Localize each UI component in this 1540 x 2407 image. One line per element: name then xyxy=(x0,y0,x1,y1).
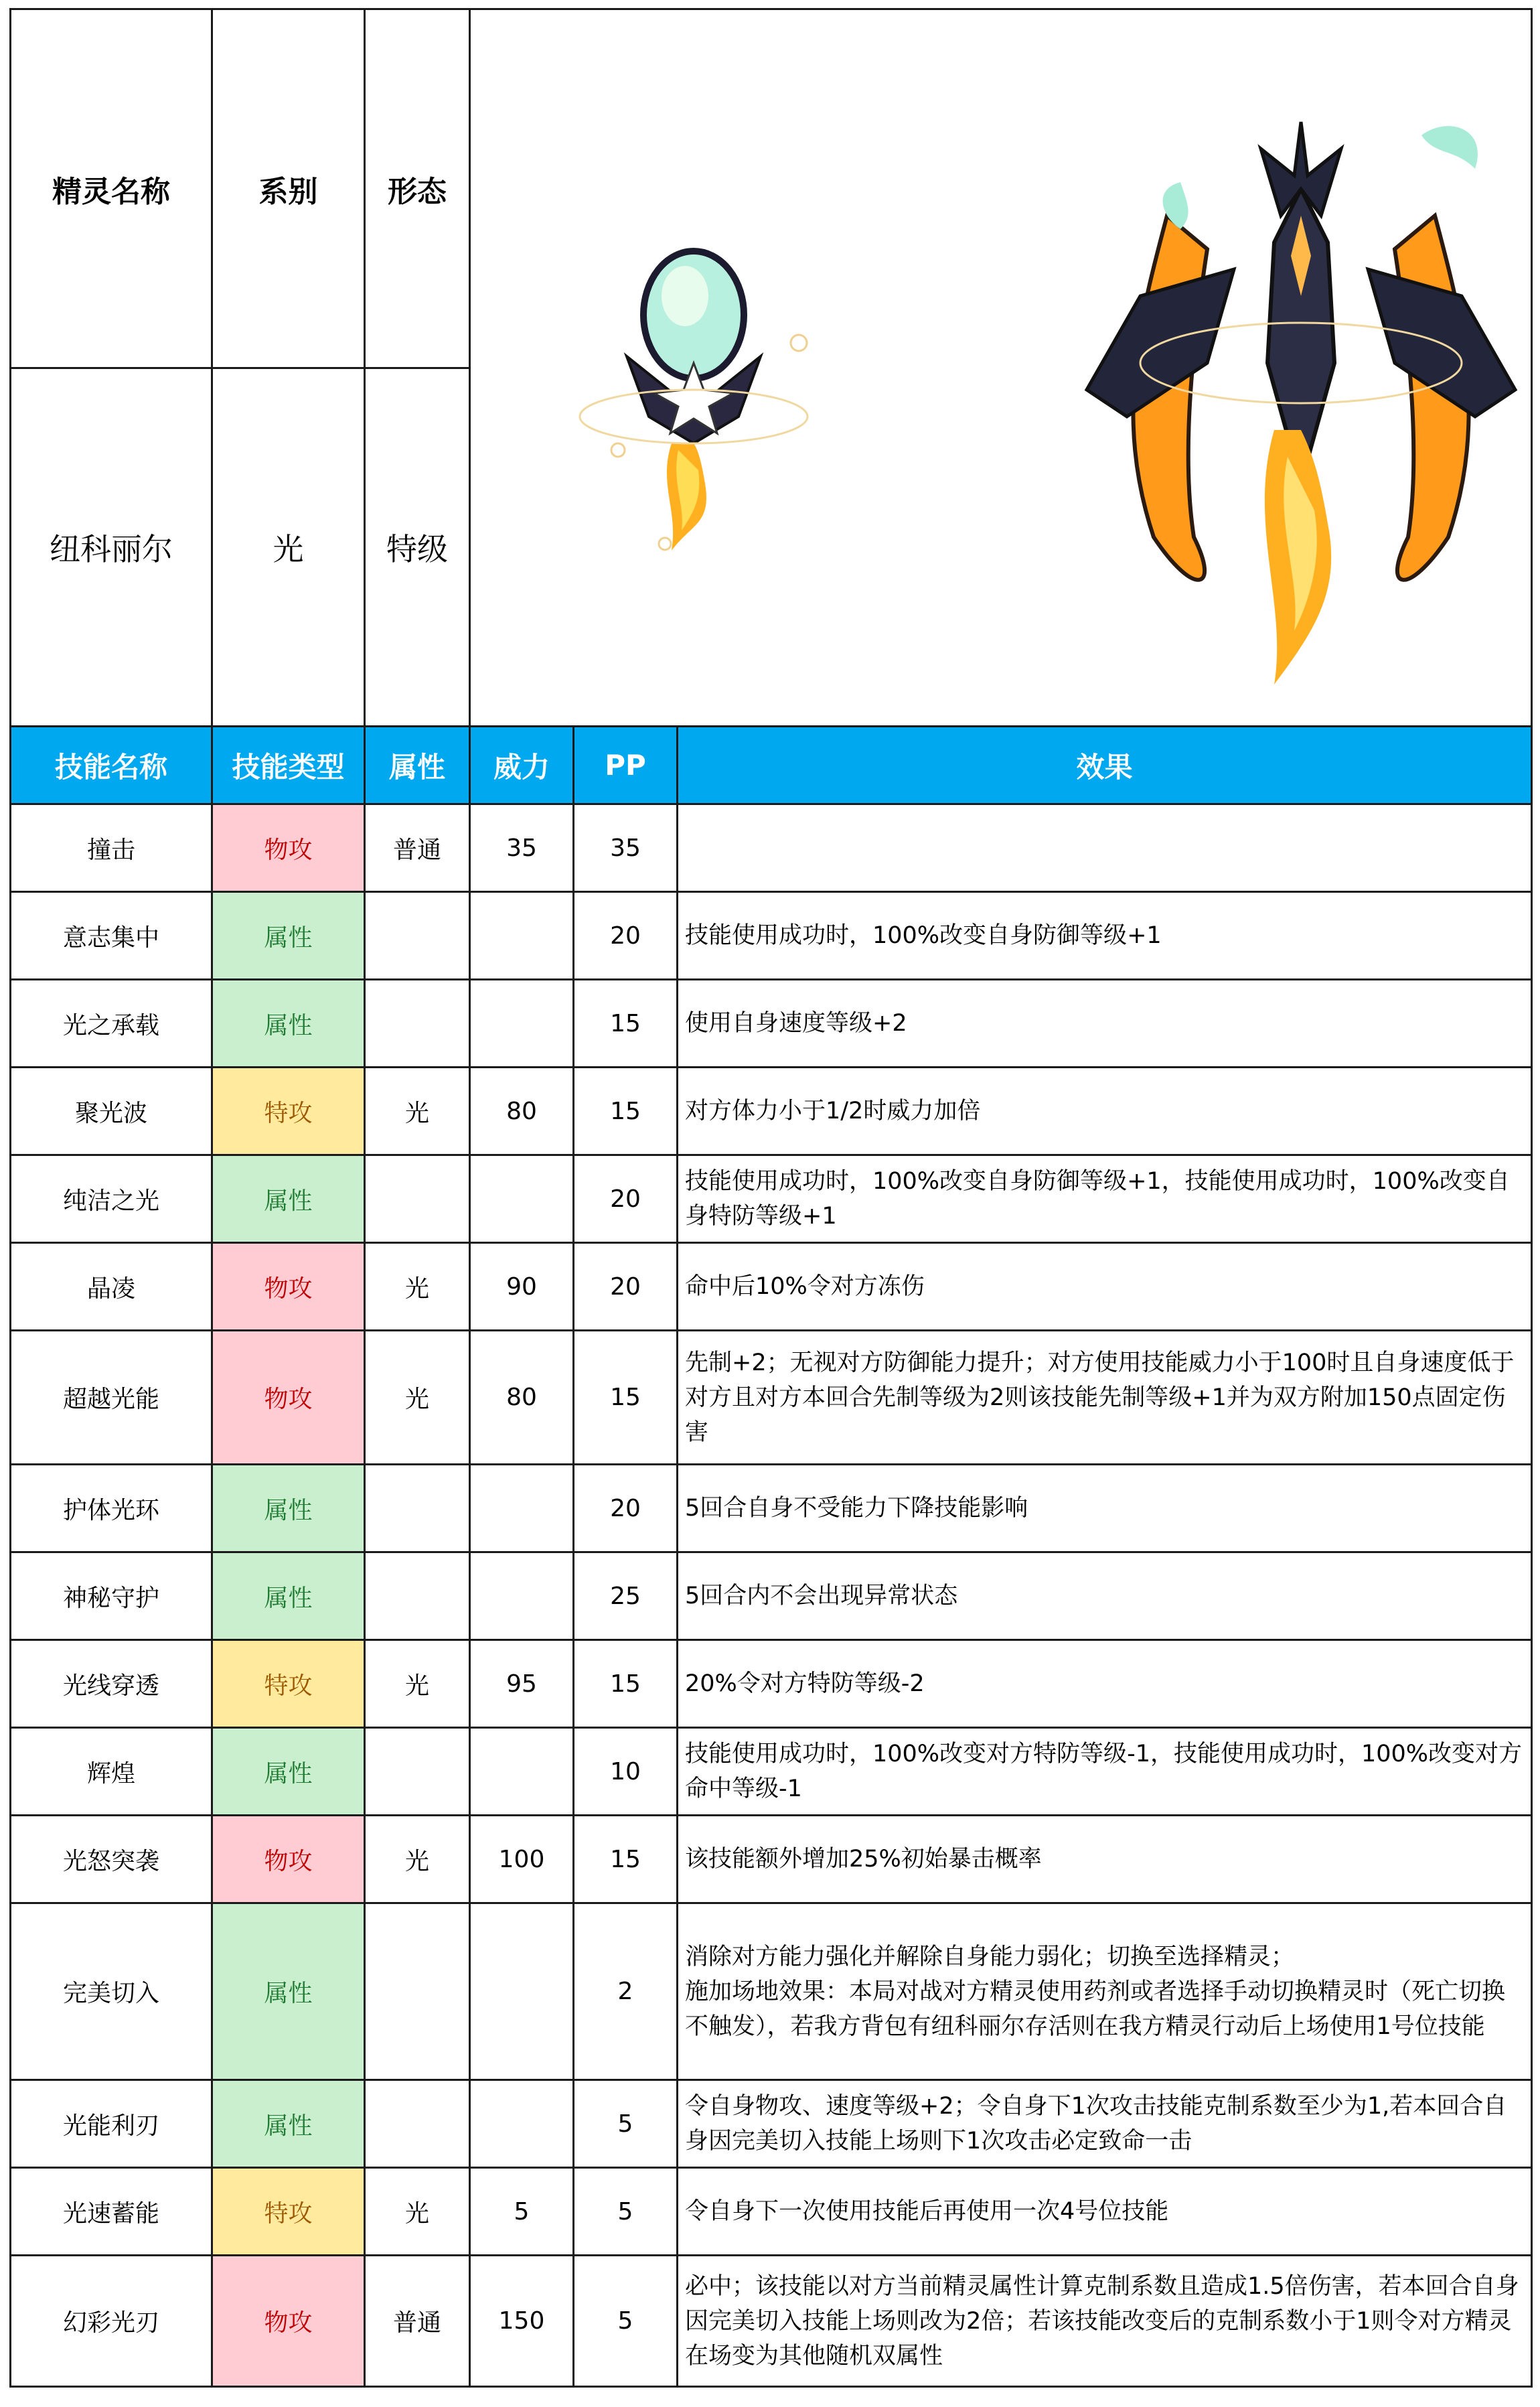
skill-name: 光怒突袭 xyxy=(11,1816,212,1903)
skill-pp: 5 xyxy=(574,2168,678,2256)
spirit-table xyxy=(9,8,1533,2388)
skill-name: 光速蓄能 xyxy=(11,2168,212,2256)
skill-power: 80 xyxy=(470,1331,574,1465)
skill-effect: 令自身下一次使用技能后再使用一次4号位技能 xyxy=(678,2168,1532,2256)
skill-kind-badge: 物攻 xyxy=(212,1816,365,1903)
skill-row xyxy=(11,804,1532,892)
skill-kind-badge: 属性 xyxy=(212,892,365,980)
skill-effect: 命中后10%令对方冻伤 xyxy=(678,1243,1532,1331)
skill-effect: 5回合自身不受能力下降技能影响 xyxy=(678,1465,1532,1552)
skill-effect: 技能使用成功时，100%改变自身防御等级+1，技能使用成功时，100%改变自身特防等级+1 xyxy=(678,1155,1532,1243)
skill-power: 5 xyxy=(470,2168,574,2256)
col-skill-kind: 技能类型 xyxy=(212,727,365,804)
skill-attr xyxy=(365,980,470,1068)
skill-power xyxy=(470,1728,574,1816)
skill-attr: 光 xyxy=(365,1816,470,1903)
skill-row xyxy=(11,1068,1532,1155)
skill-effect: 对方体力小于1/2时威力加倍 xyxy=(678,1068,1532,1155)
skill-row xyxy=(11,2168,1532,2256)
spirit-artwork-cell xyxy=(470,9,1532,727)
skill-effect xyxy=(678,804,1532,892)
spirit-name: 纽科丽尔 xyxy=(11,368,212,727)
skill-pp: 5 xyxy=(574,2256,678,2387)
skill-pp: 15 xyxy=(574,980,678,1068)
skill-attr xyxy=(365,1465,470,1552)
skill-attr: 光 xyxy=(365,1640,470,1728)
skill-pp: 35 xyxy=(574,804,678,892)
skill-attr: 光 xyxy=(365,2168,470,2256)
skill-effect: 20%令对方特防等级-2 xyxy=(678,1640,1532,1728)
skill-kind-badge: 属性 xyxy=(212,980,365,1068)
skill-list xyxy=(11,804,1532,2387)
skill-attr: 普通 xyxy=(365,804,470,892)
skill-power: 95 xyxy=(470,1640,574,1728)
skill-row xyxy=(11,1465,1532,1552)
skill-row xyxy=(11,980,1532,1068)
skill-power: 150 xyxy=(470,2256,574,2387)
skill-effect: 令自身物攻、速度等级+2；令自身下1次攻击技能克制系数至少为1,若本回合自身因完美切入技能上场则下1次攻击必定致命一击 xyxy=(678,2080,1532,2168)
skill-row xyxy=(11,892,1532,980)
skill-pp: 2 xyxy=(574,1903,678,2080)
skill-kind-badge: 物攻 xyxy=(212,1243,365,1331)
skill-row xyxy=(11,2080,1532,2168)
evolved-form-image xyxy=(1087,122,1515,684)
skill-attr: 光 xyxy=(365,1243,470,1331)
skill-name: 幻彩光刃 xyxy=(11,2256,212,2387)
skill-effect: 使用自身速度等级+2 xyxy=(678,980,1532,1068)
skill-effect: 5回合内不会出现异常状态 xyxy=(678,1552,1532,1640)
skill-header-row xyxy=(11,727,1532,804)
skill-pp: 10 xyxy=(574,1728,678,1816)
skill-pp: 20 xyxy=(574,1155,678,1243)
skill-kind-badge: 属性 xyxy=(212,2080,365,2168)
skill-name: 辉煌 xyxy=(11,1728,212,1816)
skill-effect: 必中；该技能以对方当前精灵属性计算克制系数且造成1.5倍伤害，若本回合自身因完美切入技能上场则改为2倍；若该技能改变后的克制系数小于1则令对方精灵在场变为其他随机双属性 xyxy=(678,2256,1532,2387)
skill-kind-badge: 物攻 xyxy=(212,804,365,892)
skill-power xyxy=(470,980,574,1068)
skill-pp: 15 xyxy=(574,1331,678,1465)
skill-row xyxy=(11,1728,1532,1816)
skill-name: 聚光波 xyxy=(11,1068,212,1155)
skill-name: 护体光环 xyxy=(11,1465,212,1552)
skill-effect: 先制+2；无视对方防御能力提升；对方使用技能威力小于100时且自身速度低于对方且对方本回合先制等级为2则该技能先制等级+1并为双方附加150点固定伤害 xyxy=(678,1331,1532,1465)
skill-power xyxy=(470,1903,574,2080)
spirit-form: 特级 xyxy=(365,368,470,727)
skill-row xyxy=(11,1243,1532,1331)
skill-name: 完美切入 xyxy=(11,1903,212,2080)
col-skill-effect: 效果 xyxy=(678,727,1532,804)
skill-name: 光能利刃 xyxy=(11,2080,212,2168)
skill-pp: 15 xyxy=(574,1640,678,1728)
spirit-info-sheet xyxy=(9,8,1531,2388)
col-skill-name: 技能名称 xyxy=(11,727,212,804)
skill-kind-badge: 属性 xyxy=(212,1465,365,1552)
skill-name: 撞击 xyxy=(11,804,212,892)
skill-power: 90 xyxy=(470,1243,574,1331)
skill-row xyxy=(11,1640,1532,1728)
skill-kind-badge: 属性 xyxy=(212,1155,365,1243)
skill-kind-badge: 特攻 xyxy=(212,2168,365,2256)
skill-pp: 15 xyxy=(574,1816,678,1903)
skill-effect: 该技能额外增加25%初始暴击概率 xyxy=(678,1816,1532,1903)
skill-row xyxy=(11,1155,1532,1243)
skill-power xyxy=(470,892,574,980)
skill-power: 35 xyxy=(470,804,574,892)
skill-pp: 5 xyxy=(574,2080,678,2168)
skill-name: 神秘守护 xyxy=(11,1552,212,1640)
skill-pp: 15 xyxy=(574,1068,678,1155)
skill-kind-badge: 属性 xyxy=(212,1552,365,1640)
skill-kind-badge: 属性 xyxy=(212,1728,365,1816)
egg-form-image xyxy=(580,251,807,551)
skill-name: 光线穿透 xyxy=(11,1640,212,1728)
spirit-name-header: 精灵名称 xyxy=(11,9,212,368)
skill-name: 超越光能 xyxy=(11,1331,212,1465)
skill-attr xyxy=(365,1903,470,2080)
skill-effect: 技能使用成功时，100%改变对方特防等级-1，技能使用成功时，100%改变对方命中等级-1 xyxy=(678,1728,1532,1816)
col-skill-pp: PP xyxy=(574,727,678,804)
skill-power xyxy=(470,1155,574,1243)
skill-kind-badge: 特攻 xyxy=(212,1068,365,1155)
skill-row xyxy=(11,1552,1532,1640)
skill-effect: 技能使用成功时，100%改变自身防御等级+1 xyxy=(678,892,1532,980)
col-skill-power: 威力 xyxy=(470,727,574,804)
skill-pp: 20 xyxy=(574,1465,678,1552)
skill-row xyxy=(11,1816,1532,1903)
skill-row xyxy=(11,1331,1532,1465)
skill-attr xyxy=(365,1155,470,1243)
skill-attr xyxy=(365,2080,470,2168)
skill-attr xyxy=(365,1552,470,1640)
skill-power xyxy=(470,2080,574,2168)
skill-pp: 25 xyxy=(574,1552,678,1640)
skill-pp: 20 xyxy=(574,892,678,980)
skill-attr xyxy=(365,892,470,980)
skill-attr: 普通 xyxy=(365,2256,470,2387)
skill-name: 纯洁之光 xyxy=(11,1155,212,1243)
skill-power xyxy=(470,1465,574,1552)
skill-kind-badge: 属性 xyxy=(212,1903,365,2080)
skill-kind-badge: 物攻 xyxy=(212,1331,365,1465)
skill-attr: 光 xyxy=(365,1331,470,1465)
spirit-form-header: 形态 xyxy=(365,9,470,368)
skill-attr: 光 xyxy=(365,1068,470,1155)
skill-name: 晶凌 xyxy=(11,1243,212,1331)
col-skill-attr: 属性 xyxy=(365,727,470,804)
skill-row xyxy=(11,1903,1532,2080)
spirit-type: 光 xyxy=(212,368,365,727)
skill-row xyxy=(11,2256,1532,2387)
skill-power: 80 xyxy=(470,1068,574,1155)
spirit-artwork xyxy=(471,15,1533,721)
skill-name: 意志集中 xyxy=(11,892,212,980)
spirit-type-header: 系别 xyxy=(212,9,365,368)
skill-attr xyxy=(365,1728,470,1816)
skill-kind-badge: 物攻 xyxy=(212,2256,365,2387)
skill-name: 光之承载 xyxy=(11,980,212,1068)
skill-pp: 20 xyxy=(574,1243,678,1331)
skill-power: 100 xyxy=(470,1816,574,1903)
skill-kind-badge: 特攻 xyxy=(212,1640,365,1728)
skill-effect: 消除对方能力强化并解除自身能力弱化；切换至选择精灵； 施加场地效果：本局对战对方精灵使用药剂或者选择手动切换精灵时（死亡切换不触发），若我方背包有纽科丽尔存活则在我方精灵行动后上场使用1号位技能 xyxy=(678,1903,1532,2080)
skill-power xyxy=(470,1552,574,1640)
